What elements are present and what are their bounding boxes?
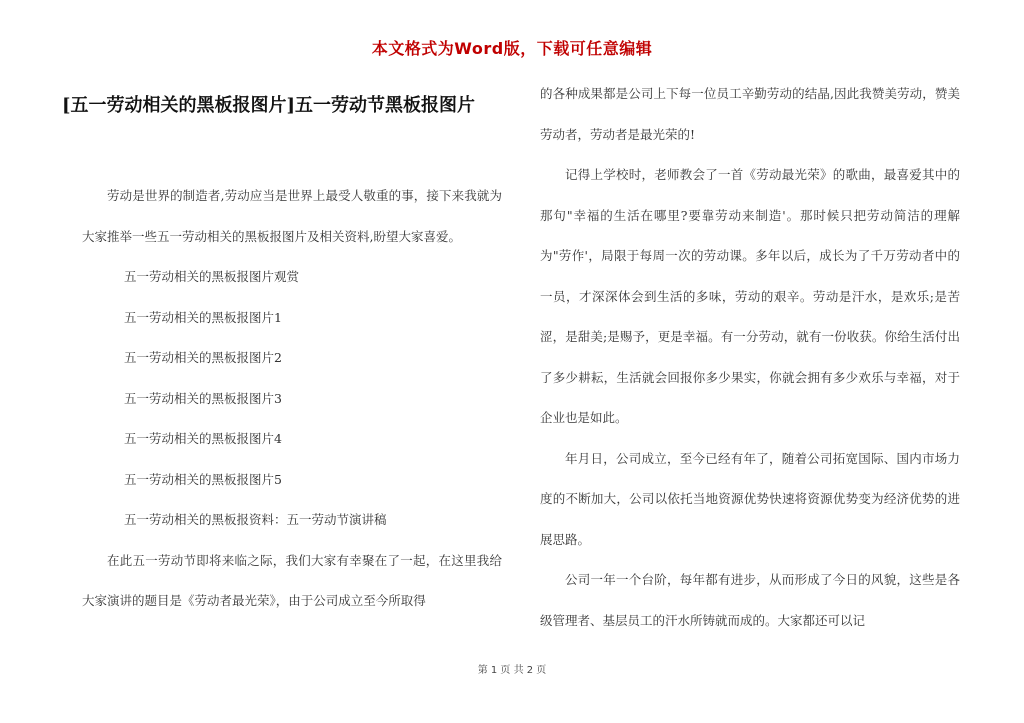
list-item: 五一劳动相关的黑板报图片2 — [124, 350, 282, 365]
page-number-footer: 第 1 页 共 2 页 — [477, 665, 547, 676]
body-paragraph: 记得上学校时，老师教会了一首《劳动最光荣》的歌曲，最喜爱其中的那句"幸福的生活在哪里?要靠劳动来制造'。那时候只把劳动简洁的理解为"劳作'，局限于每周一次的劳动课。多年以后，成长为了千万劳动者中的一员，才深深体会到生活的多味，劳动的艰辛。劳动是汗水，是欢乐;是苦涩，是甜美;是赐予，更是幸福。有一分劳动，就有一份收获。你给生活付出了多少耕耘，生活就会回报你多少果实，你就会拥有多少欢乐与幸福，对于企业也是如此。 — [540, 167, 960, 425]
speech-paragraph: 在此五一劳动节即将来临之际，我们大家有幸聚在了一起，在这里我给大家演讲的题目是《劳动者最光荣》，由于公司成立至今所取得 — [82, 552, 502, 608]
left-column — [82, 176, 502, 622]
list-item: 五一劳动相关的黑板报图片观赏 — [124, 269, 300, 284]
list-item: 五一劳动相关的黑板报图片3 — [124, 390, 282, 406]
document-format-banner: 本文格式为Word版，下载可任意编辑 — [371, 39, 653, 58]
document-title: [五一劳动相关的黑板报图片]五一劳动节黑板报图片 — [62, 95, 476, 116]
continued-paragraph: 的各种成果都是公司上下每一位员工辛勤劳动的结晶,因此我赞美劳动，赞美劳动者，劳动者是最光荣的! — [540, 86, 960, 142]
list-item: 五一劳动相关的黑板报资料：五一劳动节演讲稿 — [124, 512, 387, 527]
right-column — [540, 74, 960, 641]
body-paragraph: 公司一年一个台阶，每年都有进步，从而形成了今日的风貌，这些是各级管理者、基层员工的汗水所铸就而成的。大家都还可以记 — [540, 572, 960, 628]
list-item: 五一劳动相关的黑板报图片1 — [124, 309, 282, 325]
intro-paragraph: 劳动是世界的制造者,劳动应当是世界上最受人敬重的事，接下来我就为大家推举一些五一劳动相关的黑板报图片及相关资料,盼望大家喜爱。 — [82, 188, 502, 244]
list-item: 五一劳动相关的黑板报图片4 — [124, 431, 282, 446]
list-item: 五一劳动相关的黑板报图片5 — [124, 471, 282, 487]
body-paragraph: 年月日，公司成立，至今已经有年了，随着公司拓宽国际、国内市场力度的不断加大，公司以依托当地资源优势快速将资源优势变为经济优势的进展思路。 — [540, 450, 960, 547]
